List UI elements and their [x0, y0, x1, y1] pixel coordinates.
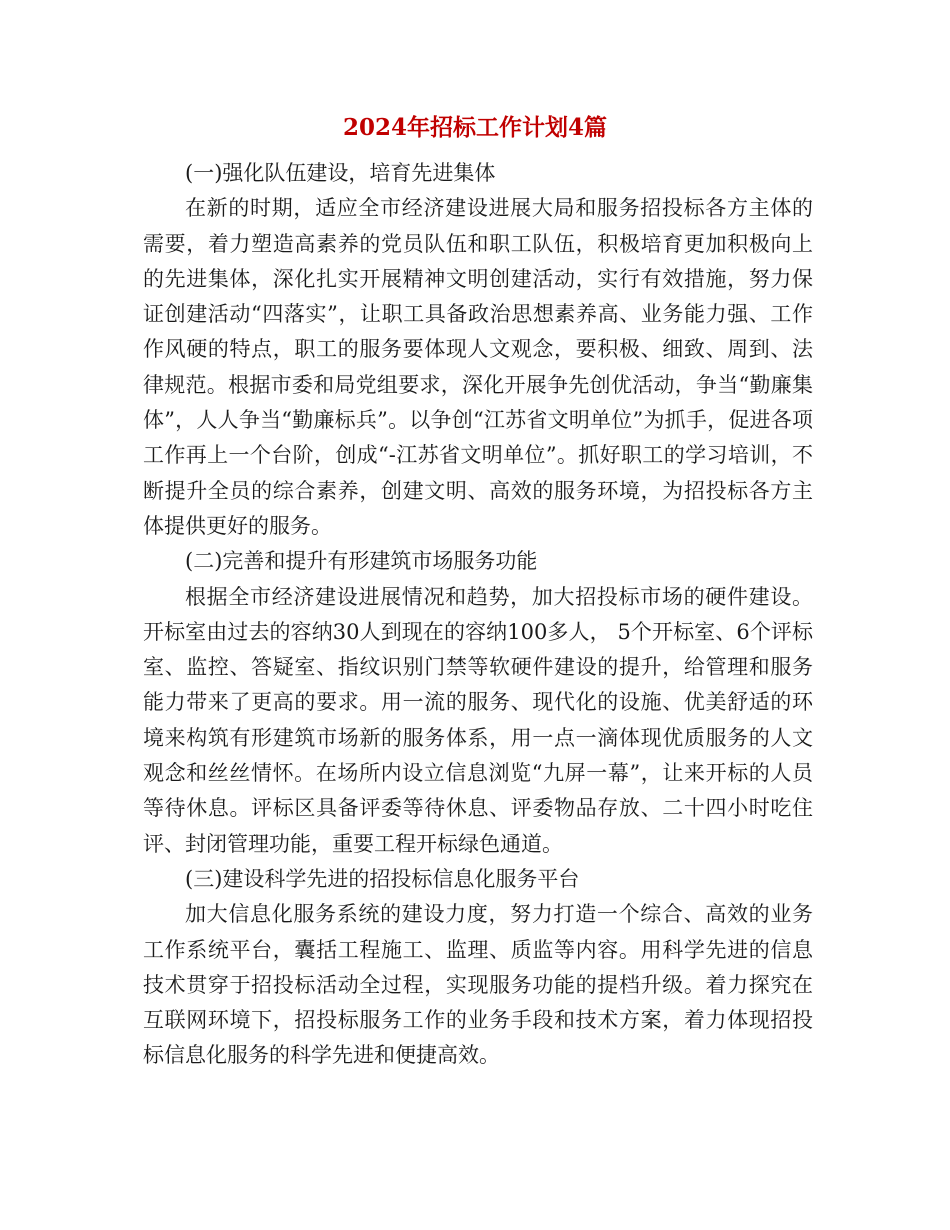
section-heading-2: (二)完善和提升有形建筑市场服务功能 — [185, 549, 538, 574]
document-title: 2024年招标工作计划4篇 — [342, 114, 608, 141]
document-body — [143, 156, 813, 1074]
paragraph-1: 在新的时期，适应全市经济建设进展大局和服务招投标各方主体的需要，着力塑造高素养的党员队伍和职工队伍，积极培育更加积极向上的先进集体，深化扎实开展精神文明创建活动，实行有效措施，努力保证创建活动“四落实”，让职工具备政治思想素养高、业务能力强、工作作风硬的特点，职工的服务要体现人文观念，要积极、细致、周到、法律规范。根据市委和局党组要求，深化开展争先创优活动，争当“勤廉集体”，人人争当“勤廉标兵”。以争创“江苏省文明单位”为抓手，促进各项工作再上一个台阶，创成“-江苏省文明单位”。抓好职工的学习培训，不断提升全员的综合素养，创建文明、高效的服务环境，为招投标各方主体提供更好的服务。 — [143, 196, 813, 538]
section-heading-1: (一)强化队伍建设，培育先进集体 — [185, 161, 496, 185]
paragraph-3: 加大信息化服务系统的建设力度，努力打造一个综合、高效的业务工作系统平台，囊括工程施工、监理、质监等内容。用科学先进的信息技术贯穿于招投标活动全过程，实现服务功能的提档升级。着力探究在互联网环境下，招投标服务工作的业务手段和技术方案，着力体现招投标信息化服务的科学先进和便捷高效。 — [143, 902, 813, 1068]
paragraph-2: 根据全市经济建设进展情况和趋势，加大招投标市场的硬件建设。开标室由过去的容纳30人到现在的容纳100多人， 5个开标室、6个评标室、监控、答疑室、指纹识别门禁等软硬件建设的提升，给管理和服务能力带来了更高的要求。用一流的服务、现代化的设施、优美舒适的环境来构筑有形建筑市场新的服务体系，用一点一滴体现优质服务的人文观念和丝丝情怀。在场所内设立信息浏览“九屏一幕”，让来开标的人员等待休息。评标区具备评委等待休息、评委物品存放、二十四小时吃住评、封闭管理功能，重要工程开标绿色通道。 — [143, 584, 813, 856]
section-heading-3: (三)建设科学先进的招投标信息化服务平台 — [185, 866, 580, 891]
